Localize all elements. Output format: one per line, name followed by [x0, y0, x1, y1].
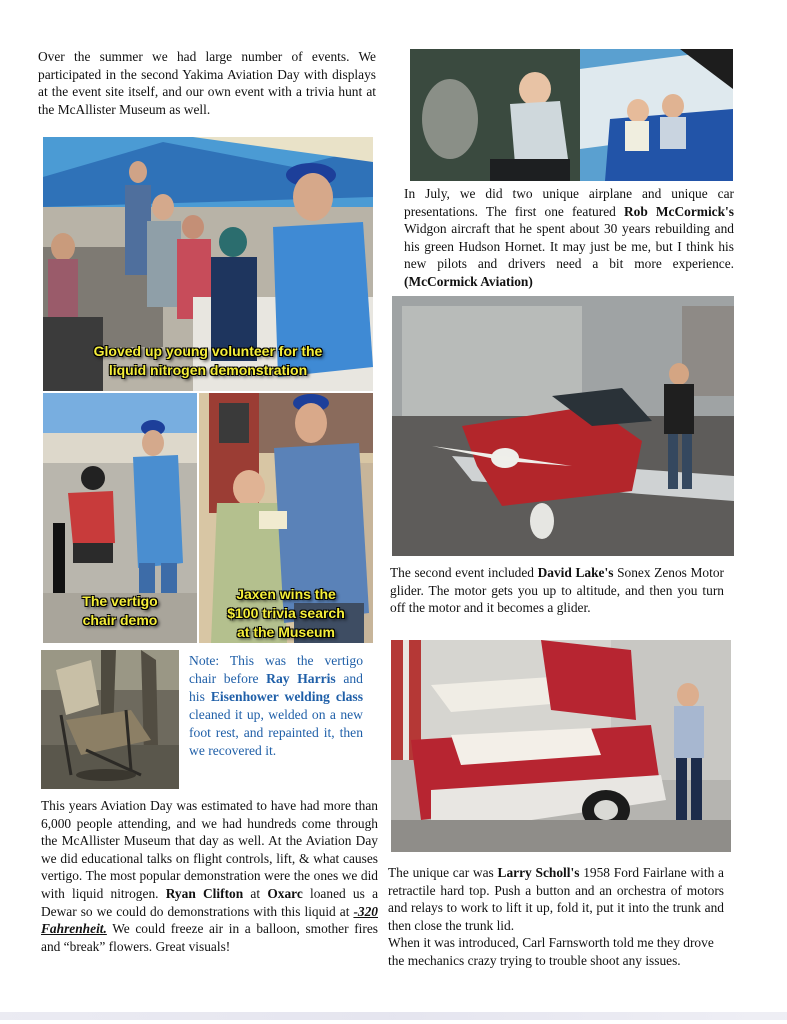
old-chair-photo [41, 650, 179, 789]
chair-note-name: Ray Harris [266, 671, 336, 686]
aviation-day-person: Ryan Clifton [165, 885, 244, 901]
chair-note-class: Eisenhower welding class [210, 689, 364, 704]
trivia-caption [199, 585, 373, 642]
glider-part1: The second event included [390, 565, 538, 580]
car-person: Larry Scholl's [497, 865, 580, 880]
nitrogen-caption [43, 342, 373, 380]
car-part1: The unique car was [388, 865, 498, 880]
car-paragraph [388, 864, 724, 970]
nitrogen-caption-line2: liquid nitrogen demonstration [108, 362, 308, 378]
glider-paragraph [390, 564, 724, 617]
ford-fairlane-photo [391, 640, 731, 852]
vertigo-caption-line2: chair demo [82, 612, 158, 628]
glider-person: David Lake's [537, 565, 614, 580]
trivia-caption-line2: $100 trivia search [227, 605, 345, 621]
vertigo-caption-line1: The vertigo [82, 593, 158, 609]
car-part3: When it was introduced, Carl Farnsworth told me they drove the mechanics crazy trying to trouble shoot any issues. [388, 935, 714, 968]
aviation-day-part3: We could freeze air in a balloon, smother fires and “break” flowers. Great visuals! [41, 921, 378, 954]
aviation-day-company: Oxarc [267, 885, 303, 901]
car-part2: 1958 Ford Fairlane with a retractile hard top. Push a button and an orchestra of motors and relays to work to lift it up, fold it, put it into the trunk and then close the trunk lid. [388, 865, 724, 933]
chair-note-mid: and his [189, 671, 363, 704]
intro-paragraph: Over the summer we had large number of events. We participated in the second Yakima Aviation Day with displays at the event site itself, and our own event with a trivia hunt at the McAllister Museum as well. [38, 49, 376, 117]
motor-glider-photo [392, 296, 734, 556]
aviation-day-part1: This years Aviation Day was estimated to have had more than 6,000 people attending, and we had hundreds come through the McAllister Museum that day as well. At the Aviation Day we did educational talks on flight controls, lift, & what causes vertigo. The most popular demonstration were the ones we did with liquid nitrogen. [41, 798, 378, 901]
trivia-caption-line3: at the Museum [236, 624, 335, 640]
scan-artifact [0, 1012, 787, 1020]
aviation-day-at: at [243, 885, 268, 901]
july-person: Rob McCormick's [623, 203, 734, 219]
chair-note [189, 652, 363, 760]
july-credit: (McCormick Aviation) [404, 273, 533, 289]
aviation-day-temperature: -320 Fahrenheit. [41, 903, 378, 937]
trivia-caption-line1: Jaxen wins the [236, 586, 336, 602]
nitrogen-caption-line1: Gloved up young volunteer for the [93, 343, 323, 359]
glider-part2: Sonex Zenos Motor glider. The motor gets you up to altitude, and then you turn off the motor and it becomes a glider. [390, 565, 724, 616]
july-part1: In July, we did two unique airplane and unique car presentations. The first one featured [404, 186, 734, 219]
aviation-day-part2: loaned us a Dewar so we could do demonstrations with this liquid at [41, 885, 379, 919]
july-paragraph [404, 185, 734, 291]
chair-note-suffix: cleaned it up, welded on a new foot rest, and repainted it, then we recovered it. [189, 707, 363, 758]
cockpit-kids-photo [410, 49, 733, 181]
vertigo-caption [43, 592, 197, 630]
july-part2: Widgon aircraft that he spent about 30 years rebuilding and his green Hudson Hornet. It may just be me, but I think his new pilots and drivers need a bit more experience. [404, 221, 734, 272]
aviation-day-paragraph [41, 797, 378, 955]
chair-note-prefix: Note: This was the vertigo chair before [189, 653, 363, 686]
